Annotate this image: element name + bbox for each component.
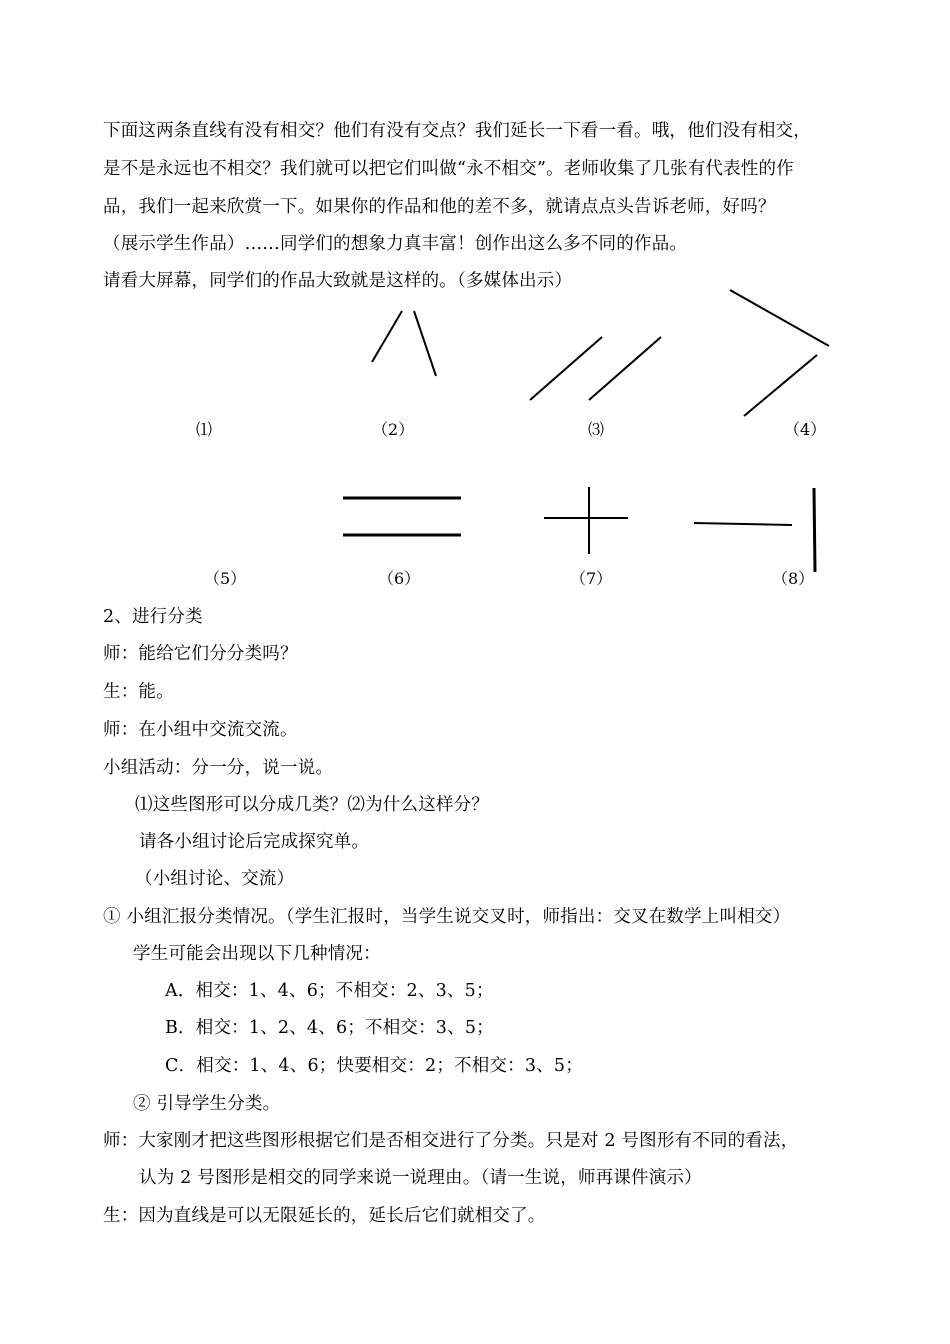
teacher-line: 师：大家刚才把这些图形根据它们是否相交进行了分类。只是对 2 号图形有不同的看法，: [103, 1131, 799, 1151]
figure-label-8: （8）: [772, 569, 815, 588]
text-line: 是不是永远也不相交？我们就可以把它们叫做“永不相交”。老师收集了几张有代表性的作: [103, 159, 794, 179]
question-line: ⑴这些图形可以分成几类？⑵为什么这样分？: [135, 795, 489, 815]
text-line: 请看大屏幕，同学们的作品大致就是这样的。（多媒体出示）: [103, 271, 573, 291]
figure-6-lines: [343, 498, 461, 535]
section-heading: 2、进行分类: [103, 607, 203, 627]
student-line: 生：因为直线是可以无限延长的，延长后它们就相交了。: [103, 1206, 546, 1226]
text-line: 学生可能会出现以下几种情况：: [133, 944, 381, 964]
activity-line: 小组活动：分一分，说一说。: [103, 758, 334, 778]
figure-label-4: （4）: [784, 420, 827, 439]
teacher-line-cont: 认为 2 号图形是相交的同学来说一说理由。（请一生说，师再课件演示）: [139, 1168, 702, 1188]
instruction-line: 请各小组讨论后完成探究单。: [139, 832, 370, 852]
student-line: 生：能。: [103, 682, 174, 702]
report-line: ① 小组汇报分类情况。（学生汇报时，当学生说交叉时，师指出：交叉在数学上叫相交）: [103, 907, 791, 927]
teacher-line: 师：在小组中交流交流。: [103, 720, 298, 740]
text-line: 品，我们一起来欣赏一下。如果你的作品和他的差不多，就请点点头告诉老师，好吗？: [103, 197, 776, 217]
figure-3-lines: [530, 337, 661, 400]
figure-label-3: ⑶: [588, 420, 605, 439]
figure-2-lines: [372, 311, 436, 376]
guide-line: ② 引导学生分类。: [133, 1094, 281, 1114]
text-line: （展示学生作品）……同学们的想象力真丰富！创作出这么多不同的作品。: [103, 234, 688, 254]
note-line: （小组讨论、交流）: [135, 869, 295, 889]
figure-label-2: （2）: [372, 420, 415, 439]
figure-label-6: （6）: [378, 569, 421, 588]
figure-label-7: （7）: [570, 569, 613, 588]
figure-4-lines: [730, 290, 829, 416]
figure-label-1: ⑴: [196, 420, 213, 439]
text-line: 下面这两条直线有没有相交？他们有没有交点？我们延长一下看一看。哦，他们没有相交，: [103, 121, 811, 141]
option-c: C．相交：1、4、6；快要相交：2；不相交：3、5；: [165, 1056, 583, 1076]
figure-label-5: （5）: [204, 569, 247, 588]
figure-8-lines: [694, 488, 815, 572]
option-a: A．相交：1、4、6；不相交：2、3、5；: [165, 981, 494, 1001]
teacher-line: 师：能给它们分分类吗？: [103, 644, 298, 664]
option-b: B．相交：1、2、4、6；不相交：3、5；: [165, 1018, 494, 1038]
figure-7-lines: [544, 487, 628, 554]
